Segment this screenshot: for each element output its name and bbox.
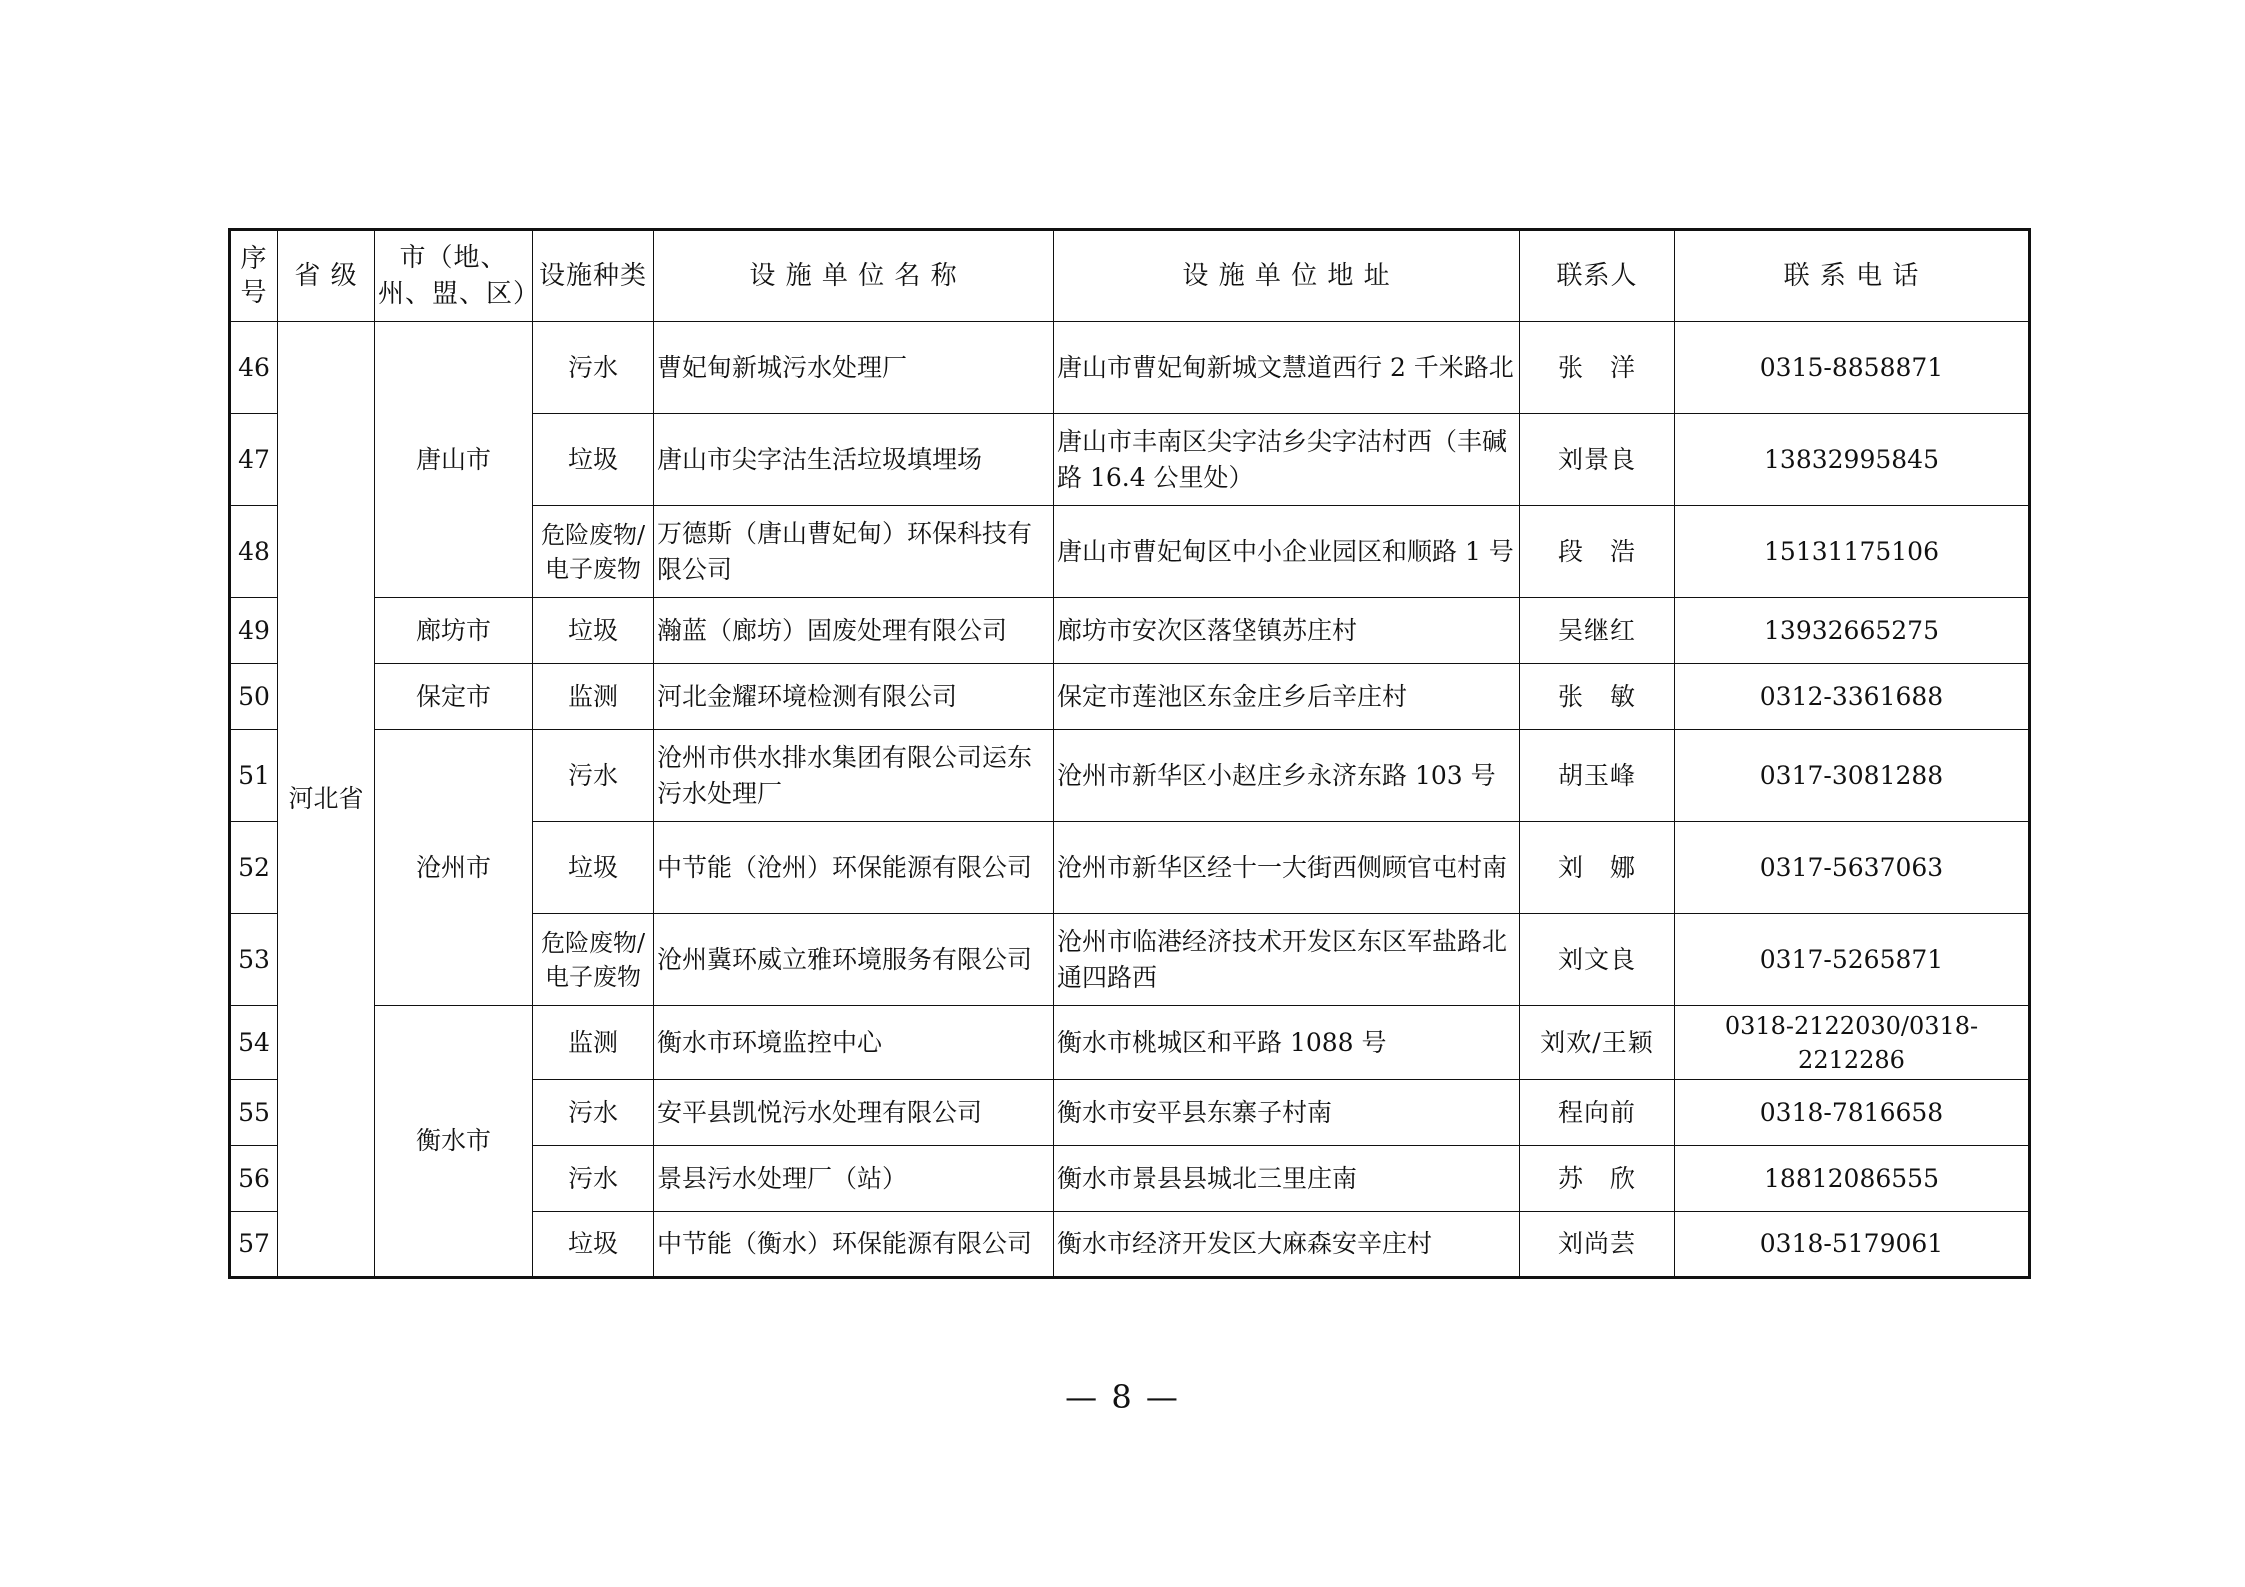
contact-person: 刘尚芸 — [1520, 1212, 1675, 1278]
row-number: 56 — [230, 1146, 278, 1212]
row-number: 55 — [230, 1080, 278, 1146]
table-row — [230, 322, 2030, 414]
contact-person: 刘欢/王颖 — [1520, 1006, 1675, 1080]
unit-address: 唐山市曹妃甸区中小企业园区和顺路 1 号 — [1054, 506, 1520, 598]
table-row — [230, 1006, 2030, 1080]
unit-address: 廊坊市安次区落垡镇苏庄村 — [1054, 598, 1520, 664]
row-number: 49 — [230, 598, 278, 664]
unit-name: 瀚蓝（廊坊）固废处理有限公司 — [654, 598, 1054, 664]
unit-name: 景县污水处理厂（站） — [654, 1146, 1054, 1212]
facility-type: 垃圾 — [533, 822, 654, 914]
facility-type: 监测 — [533, 1006, 654, 1080]
province-cell: 河北省 — [278, 322, 375, 1278]
contact-phone: 13932665275 — [1675, 598, 2030, 664]
unit-address: 沧州市新华区小赵庄乡永济东路 103 号 — [1054, 730, 1520, 822]
unit-address: 衡水市桃城区和平路 1088 号 — [1054, 1006, 1520, 1080]
contact-phone: 18812086555 — [1675, 1146, 2030, 1212]
contact-person: 段 浩 — [1520, 506, 1675, 598]
contact-person: 张 洋 — [1520, 322, 1675, 414]
city-cell-baoding: 保定市 — [375, 664, 533, 730]
facility-type: 污水 — [533, 1080, 654, 1146]
contact-phone: 0318-5179061 — [1675, 1212, 2030, 1278]
header-unit-address: 设 施 单 位 地 址 — [1054, 230, 1520, 322]
facility-type: 垃圾 — [533, 414, 654, 506]
unit-address: 保定市莲池区东金庄乡后辛庄村 — [1054, 664, 1520, 730]
header-city: 市（地、州、盟、区） — [375, 230, 533, 322]
table-row — [230, 664, 2030, 730]
facility-type: 污水 — [533, 322, 654, 414]
unit-address: 衡水市安平县东寨子村南 — [1054, 1080, 1520, 1146]
contact-phone: 13832995845 — [1675, 414, 2030, 506]
unit-name: 中节能（衡水）环保能源有限公司 — [654, 1212, 1054, 1278]
facility-type: 危险废物/电子废物 — [533, 506, 654, 598]
unit-name: 衡水市环境监控中心 — [654, 1006, 1054, 1080]
unit-name: 唐山市尖字沽生活垃圾填埋场 — [654, 414, 1054, 506]
unit-name: 安平县凯悦污水处理有限公司 — [654, 1080, 1054, 1146]
unit-name: 中节能（沧州）环保能源有限公司 — [654, 822, 1054, 914]
contact-phone: 0312-3361688 — [1675, 664, 2030, 730]
facility-type: 垃圾 — [533, 598, 654, 664]
row-number: 53 — [230, 914, 278, 1006]
contact-phone: 15131175106 — [1675, 506, 2030, 598]
header-unit-name: 设 施 单 位 名 称 — [654, 230, 1054, 322]
unit-address: 沧州市临港经济技术开发区东区军盐路北通四路西 — [1054, 914, 1520, 1006]
header-index: 序号 — [230, 230, 278, 322]
unit-name: 沧州市供水排水集团有限公司运东污水处理厂 — [654, 730, 1054, 822]
unit-address: 衡水市经济开发区大麻森安辛庄村 — [1054, 1212, 1520, 1278]
unit-address: 唐山市丰南区尖字沽乡尖字沽村西（丰碱路 16.4 公里处） — [1054, 414, 1520, 506]
contact-person: 张 敏 — [1520, 664, 1675, 730]
unit-name: 曹妃甸新城污水处理厂 — [654, 322, 1054, 414]
row-number: 57 — [230, 1212, 278, 1278]
row-number: 52 — [230, 822, 278, 914]
unit-name: 河北金耀环境检测有限公司 — [654, 664, 1054, 730]
contact-person: 胡玉峰 — [1520, 730, 1675, 822]
header-facility-type: 设施种类 — [533, 230, 654, 322]
row-number: 51 — [230, 730, 278, 822]
city-cell-cangzhou: 沧州市 — [375, 730, 533, 1006]
contact-phone: 0318-7816658 — [1675, 1080, 2030, 1146]
table-header-row — [230, 230, 2030, 322]
unit-name: 万德斯（唐山曹妃甸）环保科技有限公司 — [654, 506, 1054, 598]
contact-phone: 0315-8858871 — [1675, 322, 2030, 414]
contact-person: 吴继红 — [1520, 598, 1675, 664]
unit-name: 沧州冀环威立雅环境服务有限公司 — [654, 914, 1054, 1006]
row-number: 46 — [230, 322, 278, 414]
city-cell-hengshui: 衡水市 — [375, 1006, 533, 1278]
row-number: 50 — [230, 664, 278, 730]
row-number: 54 — [230, 1006, 278, 1080]
facility-table — [228, 228, 2031, 1279]
facility-type: 污水 — [533, 730, 654, 822]
facility-table-container — [228, 228, 2028, 1279]
unit-address: 唐山市曹妃甸新城文慧道西行 2 千米路北 — [1054, 322, 1520, 414]
contact-person: 刘 娜 — [1520, 822, 1675, 914]
facility-type: 危险废物/电子废物 — [533, 914, 654, 1006]
contact-phone: 0318-2122030/0318-2212286 — [1675, 1006, 2030, 1080]
contact-phone: 0317-3081288 — [1675, 730, 2030, 822]
facility-type: 垃圾 — [533, 1212, 654, 1278]
facility-type: 监测 — [533, 664, 654, 730]
contact-person: 刘景良 — [1520, 414, 1675, 506]
facility-type: 污水 — [533, 1146, 654, 1212]
contact-person: 刘文良 — [1520, 914, 1675, 1006]
contact-person: 程向前 — [1520, 1080, 1675, 1146]
header-phone: 联 系 电 话 — [1675, 230, 2030, 322]
contact-person: 苏 欣 — [1520, 1146, 1675, 1212]
contact-phone: 0317-5265871 — [1675, 914, 2030, 1006]
contact-phone: 0317-5637063 — [1675, 822, 2030, 914]
table-row — [230, 598, 2030, 664]
table-row — [230, 730, 2030, 822]
city-cell-tangshan: 唐山市 — [375, 322, 533, 598]
unit-address: 衡水市景县县城北三里庄南 — [1054, 1146, 1520, 1212]
unit-address: 沧州市新华区经十一大街西侧顾官屯村南 — [1054, 822, 1520, 914]
header-contact: 联系人 — [1520, 230, 1675, 322]
header-province: 省 级 — [278, 230, 375, 322]
row-number: 47 — [230, 414, 278, 506]
row-number: 48 — [230, 506, 278, 598]
city-cell-langfang: 廊坊市 — [375, 598, 533, 664]
page-number: — 8 — — [1065, 1378, 1180, 1416]
